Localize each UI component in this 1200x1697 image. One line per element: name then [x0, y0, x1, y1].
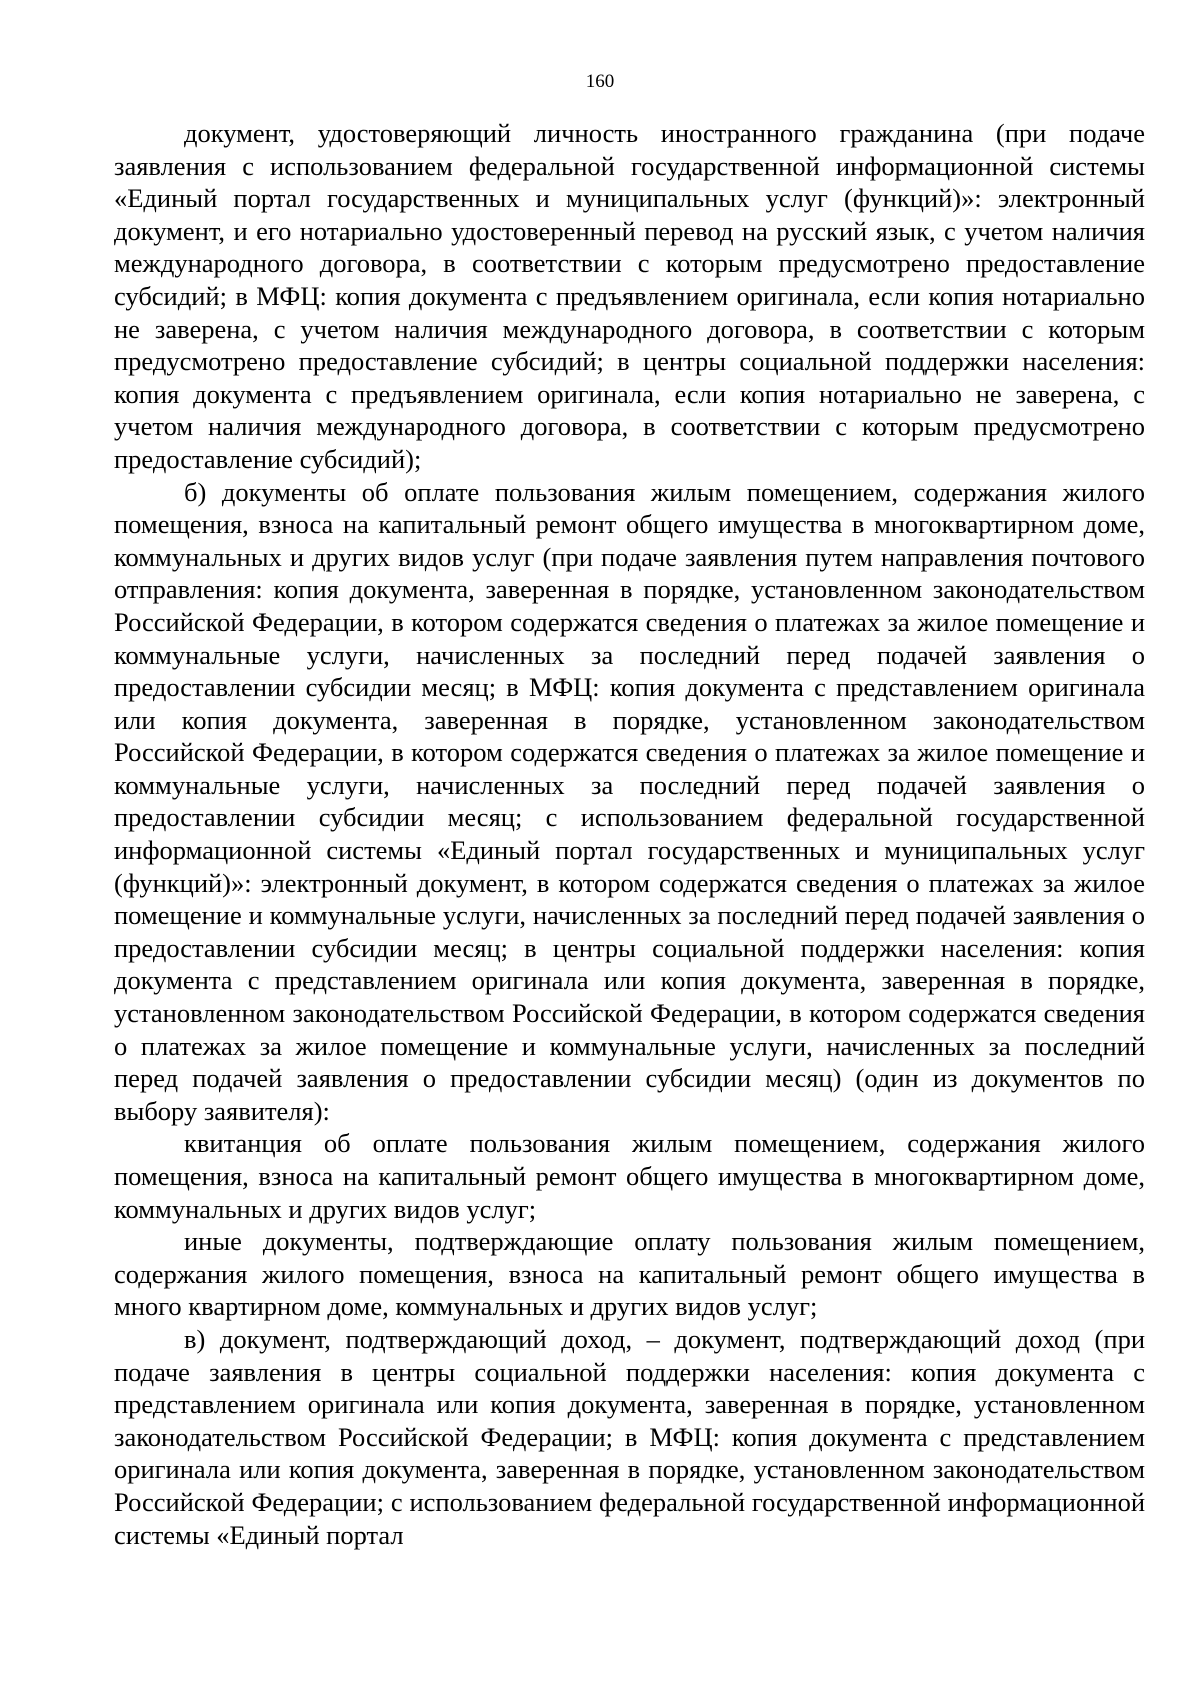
- paragraph-payment-receipt: квитанция об оплате пользования жилым помещением, содержания жилого помещения, взноса на капитальный ремонт общего имущества в многоквартирном доме, коммунальных и других видов услуг;: [114, 1128, 1145, 1224]
- paragraph-other-payment-documents: иные документы, подтверждающие оплату пользования жилым помещением, содержания жилого помещения, взноса на капитальный ремонт общего имущества в много квартирном доме, коммунальных и других видов услуг;: [114, 1226, 1145, 1322]
- paragraph-foreign-id-document: документ, удостоверяющий личность иностранного гражданина (при подаче заявления с использованием федеральной государственной информационной системы «Единый портал государственных и муниципальных услуг (функций)»: электронный документ, и его нотариально удостоверенный перевод на русский язык, с учетом наличия международного договора, в соответствии с которым предусмотрено предоставление субсидий; в МФЦ: копия документа с предъявлением оригинала, если копия нотариально не заверена, с учетом наличия международного договора, в соответствии с которым предусмотрено предоставление субсидий; в центры социальной поддержки населения: копия документа с предъявлением оригинала, если копия нотариально не заверена, с учетом наличия международного договора, в соответствии с которым предусмотрено предоставление субсидий);: [114, 118, 1145, 474]
- document-body: [114, 117, 1145, 1551]
- paragraph-payment-documents: б) документы об оплате пользования жилым помещением, содержания жилого помещения, взноса на капитальный ремонт общего имущества в многоквартирном доме, коммунальных и других видов услуг (при подаче заявления путем направления почтового отправления: копия документа, заверенная в порядке, установленном законодательством Российской Федерации, в котором содержатся сведения о платежах за жилое помещение и коммунальные услуги, начисленных за последний перед подачей заявления о предоставлении субсидии месяц; в МФЦ: копия документа с представлением оригинала или копия документа, заверенная в порядке, установленном законодательством Российской Федерации, в котором содержатся сведения о платежах за жилое помещение и коммунальные услуги, начисленных за последний перед подачей заявления о предоставлении субсидии месяц; с использованием федеральной государственной информационной системы «Единый портал государственных и муниципальных услуг (функций)»: электронный документ, в котором содержатся сведения о платежах за жилое помещение и коммунальные услуги, начисленных за последний перед подачей заявления о предоставлении субсидии месяц; в центры социальной поддержки населения: копия документа с представлением оригинала или копия документа, заверенная в порядке, установленном законодательством Российской Федерации, в котором содержатся сведения о платежах за жилое помещение и коммунальные услуги, начисленных за последний перед подачей заявления о предоставлении субсидии месяц) (один из документов по выбору заявителя):: [114, 476, 1145, 1126]
- page-number: 160: [585, 71, 615, 92]
- paragraph-income-document: в) документ, подтверждающий доход, – документ, подтверждающий доход (при подаче заявления в центры социальной поддержки населения: копия документа с представлением оригинала или копия документа, заверенная в порядке, установленном законодательством Российской Федерации; в МФЦ: копия документа с представлением оригинала или копия документа, заверенная в порядке, установленном законодательством Российской Федерации; с использованием федеральной государственной информационной системы «Единый портал: [114, 1323, 1145, 1550]
